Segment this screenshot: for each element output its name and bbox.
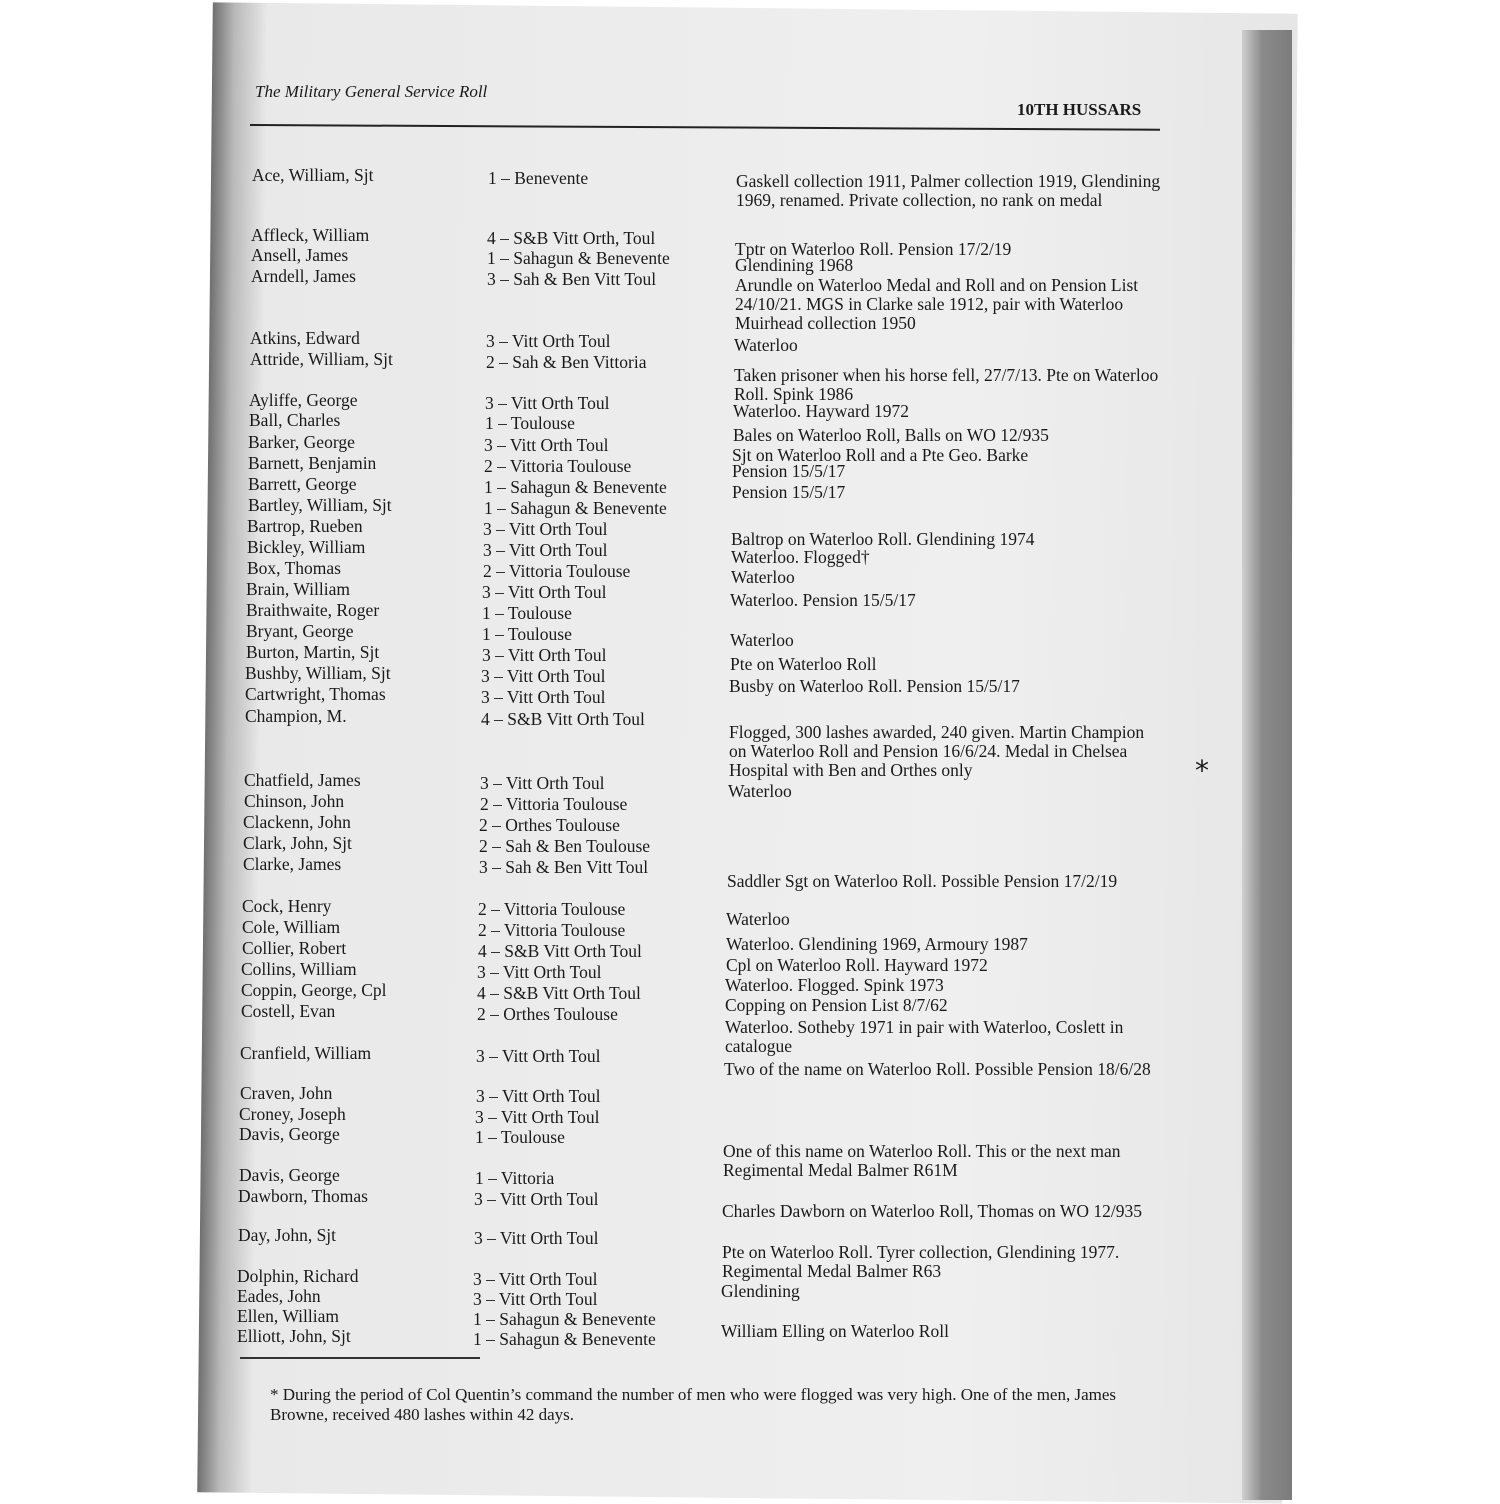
entry-clasps: 3 – Vitt Orth Toul xyxy=(474,1189,599,1209)
entry-name: Arndell, James xyxy=(251,266,356,286)
footnote-mark: * xyxy=(270,1385,279,1404)
entry-name: Clackenn, John xyxy=(243,812,351,832)
entry-name: Day, John, Sjt xyxy=(238,1225,337,1245)
entry-notes: Waterloo xyxy=(730,630,794,650)
entry-clasps: 3 – Vitt Orth Toul xyxy=(482,582,607,602)
entry-name: Eades, John xyxy=(237,1286,321,1306)
entry-notes: Taken prisoner when his horse fell, 27/7/13. Pte on Waterloo Roll. Spink 1986 xyxy=(734,365,1159,404)
entry-clasps: 3 – Vitt Orth Toul xyxy=(481,687,606,707)
entry-clasps: 4 – S&B Vitt Orth Toul xyxy=(478,941,642,961)
entry-name: Barrett, George xyxy=(248,474,357,494)
entry-name: Barker, George xyxy=(248,432,355,452)
entry-clasps: 1 – Toulouse xyxy=(485,413,575,433)
entry-notes: Cpl on Waterloo Roll. Hayward 1972 xyxy=(726,955,988,975)
entry-clasps: 1 – Vittoria xyxy=(475,1168,555,1188)
entry-clasps: 2 – Vittoria Toulouse xyxy=(478,899,626,919)
entry-notes: Arundle on Waterloo Medal and Roll and on Pension List 24/10/21. MGS in Clarke sale 1912, pair with Waterloo Muirhead collection 1950 xyxy=(735,275,1139,333)
entry-name: Costell, Evan xyxy=(241,1001,336,1021)
entry-clasps: 2 – Vittoria Toulouse xyxy=(483,561,631,581)
entry-name: Cranfield, William xyxy=(240,1043,372,1063)
entry-name: Box, Thomas xyxy=(247,558,341,578)
footnote xyxy=(270,1385,1120,1425)
entry-name: Attride, William, Sjt xyxy=(250,349,393,369)
entry-notes: Waterloo xyxy=(728,781,792,801)
entry-name: Chinson, John xyxy=(244,791,345,811)
entry-clasps: 1 – Toulouse xyxy=(482,603,572,623)
entry-notes: Pte on Waterloo Roll xyxy=(730,654,877,674)
entry-name: Bushby, William, Sjt xyxy=(245,663,391,683)
entry-notes: Waterloo. Pension 15/5/17 xyxy=(730,590,916,610)
entry-notes: Gaskell collection 1911, Palmer collection 1919, Glendining 1969, renamed. Private collection, no rank on medal xyxy=(736,171,1161,210)
entry-notes: Tptr on Waterloo Roll. Pension 17/2/19 xyxy=(735,239,1012,259)
entry-clasps: 3 – Vitt Orth Toul xyxy=(474,1228,599,1248)
entry-name: Collins, William xyxy=(241,959,357,979)
entry-notes: Waterloo. Sotheby 1971 in pair with Waterloo, Coslett in catalogue xyxy=(725,1017,1124,1056)
entry-clasps: 1 – Benevente xyxy=(488,168,589,188)
entry-clasps: 2 – Vittoria Toulouse xyxy=(480,794,628,814)
entry-name: Ball, Charles xyxy=(249,410,341,430)
entry-notes: Charles Dawborn on Waterloo Roll, Thomas on WO 12/935 xyxy=(722,1201,1142,1221)
entry-clasps: 1 – Toulouse xyxy=(475,1127,565,1147)
entry-clasps: 2 – Vittoria Toulouse xyxy=(478,920,626,940)
entry-notes: Pte on Waterloo Roll. Tyrer collection, Glendining 1977. Regimental Medal Balmer R63 xyxy=(722,1242,1120,1281)
entry-clasps: 3 – Vitt Orth Toul xyxy=(476,1086,601,1106)
entry-name: Burton, Martin, Sjt xyxy=(246,642,380,662)
entry-clasps: 1 – Sahagun & Benevente xyxy=(473,1309,656,1329)
entry-notes: Waterloo. Hayward 1972 xyxy=(733,401,909,421)
entry-name: Dolphin, Richard xyxy=(237,1266,359,1286)
entry-notes: Pension 15/5/17 xyxy=(732,482,846,502)
entry-notes: Pension 15/5/17 xyxy=(732,461,846,481)
entry-clasps: 1 – Sahagun & Benevente xyxy=(487,248,670,268)
entry-notes: Waterloo xyxy=(734,335,798,355)
entry-clasps: 2 – Vittoria Toulouse xyxy=(484,456,632,476)
entry-clasps: 3 – Vitt Orth Toul xyxy=(473,1289,598,1309)
entry-name: Croney, Joseph xyxy=(239,1104,346,1124)
entry-name: Collier, Robert xyxy=(242,938,347,958)
entry-name: Ace, William, Sjt xyxy=(252,165,374,185)
entry-notes: Waterloo. Flogged† xyxy=(731,547,870,567)
entry-clasps: 4 – S&B Vitt Orth Toul xyxy=(481,709,645,729)
entry-notes: Flogged, 300 lashes awarded, 240 given. Martin Champion on Waterloo Roll and Pension 16/6/24. Medal in Chelsea Hospital with Ben and Orthes only xyxy=(729,722,1145,780)
entry-notes: Bales on Waterloo Roll, Balls on WO 12/935 xyxy=(733,425,1049,445)
entry-notes: Waterloo xyxy=(726,909,790,929)
entry-notes: Two of the name on Waterloo Roll. Possible Pension 18/6/28 xyxy=(724,1059,1151,1079)
entry-clasps: 3 – Vitt Orth Toul xyxy=(473,1269,598,1289)
entry-clasps: 4 – S&B Vitt Orth Toul xyxy=(477,983,641,1003)
entry-name: Elliott, John, Sjt xyxy=(237,1326,351,1346)
entry-name: Bartley, William, Sjt xyxy=(248,495,392,515)
entry-name: Barnett, Benjamin xyxy=(248,453,377,473)
entry-name: Ayliffe, George xyxy=(249,390,358,410)
entry-name: Cock, Henry xyxy=(242,896,332,916)
entry-clasps: 3 – Vitt Orth Toul xyxy=(477,962,602,982)
entry-name: Cole, William xyxy=(242,917,341,937)
entry-notes: Glendining 1968 xyxy=(735,255,854,275)
entry-name: Craven, John xyxy=(240,1083,333,1103)
entry-name: Bickley, William xyxy=(247,537,366,557)
regiment-heading: 10TH HUSSARS xyxy=(1017,100,1142,119)
entry-clasps: 1 – Toulouse xyxy=(482,624,572,644)
entry-name: Braithwaite, Roger xyxy=(246,600,380,620)
entry-clasps: 2 – Orthes Toulouse xyxy=(479,815,620,835)
entry-clasps: 3 – Sah & Ben Vitt Toul xyxy=(479,857,649,877)
entry-name: Bryant, George xyxy=(246,621,354,641)
entry-notes: Baltrop on Waterloo Roll. Glendining 1974 xyxy=(731,529,1035,549)
entry-notes: Glendining xyxy=(721,1281,800,1301)
margin-annotation-mark: ⁎ xyxy=(1195,745,1209,778)
entry-clasps: 3 – Vitt Orth Toul xyxy=(482,645,607,665)
entry-clasps: 1 – Sahagun & Benevente xyxy=(473,1329,656,1349)
entry-notes: William Elling on Waterloo Roll xyxy=(721,1321,949,1341)
entry-name: Champion, M. xyxy=(245,706,347,726)
entry-name: Davis, George xyxy=(239,1124,340,1144)
entry-notes: Waterloo. Flogged. Spink 1973 xyxy=(725,975,944,995)
entry-notes: Busby on Waterloo Roll. Pension 15/5/17 xyxy=(729,676,1020,696)
entry-name: Davis, George xyxy=(239,1165,340,1185)
entry-name: Dawborn, Thomas xyxy=(238,1186,368,1206)
entry-name: Coppin, George, Cpl xyxy=(241,980,387,1000)
entry-clasps: 3 – Vitt Orth Toul xyxy=(484,435,609,455)
entry-clasps: 1 – Sahagun & Benevente xyxy=(484,498,667,518)
entry-clasps: 3 – Vitt Orth Toul xyxy=(476,1046,601,1066)
entry-notes: One of this name on Waterloo Roll. This or the next man Regimental Medal Balmer R61M xyxy=(723,1141,1121,1180)
entry-clasps: 3 – Vitt Orth Toul xyxy=(486,331,611,351)
roll-title: The Military General Service Roll xyxy=(255,82,488,101)
entry-clasps: 3 – Vitt Orth Toul xyxy=(485,393,610,413)
entry-notes: Sjt on Waterloo Roll and a Pte Geo. Barke xyxy=(732,445,1029,465)
entry-clasps: 3 – Vitt Orth Toul xyxy=(481,666,606,686)
entry-clasps: 3 – Vitt Orth Toul xyxy=(475,1107,600,1127)
entry-clasps: 3 – Vitt Orth Toul xyxy=(483,519,608,539)
entry-name: Ellen, William xyxy=(237,1306,340,1326)
entry-name: Affleck, William xyxy=(251,225,370,245)
entry-notes: Waterloo. Glendining 1969, Armoury 1987 xyxy=(726,934,1028,954)
entry-clasps: 3 – Vitt Orth Toul xyxy=(480,773,605,793)
entry-name: Ansell, James xyxy=(251,245,349,265)
entry-clasps: 2 – Sah & Ben Toulouse xyxy=(479,836,651,856)
footnote-text: During the period of Col Quentin’s command the number of men who were flogged was very high. One of the men, James Browne, received 480 lashes within 42 days. xyxy=(270,1385,1117,1424)
entry-clasps: 3 – Vitt Orth Toul xyxy=(483,540,608,560)
entry-notes: Copping on Pension List 8/7/62 xyxy=(725,995,948,1015)
entry-clasps: 4 – S&B Vitt Orth, Toul xyxy=(487,228,656,248)
entry-name: Clarke, James xyxy=(243,854,342,874)
footnote-rule xyxy=(240,1357,480,1359)
entry-clasps: 3 – Sah & Ben Vitt Toul xyxy=(487,269,657,289)
entry-notes: Waterloo xyxy=(731,567,795,587)
entry-name: Clark, John, Sjt xyxy=(243,833,352,853)
entry-name: Chatfield, James xyxy=(244,770,361,790)
entry-name: Brain, William xyxy=(246,579,350,599)
entry-clasps: 2 – Orthes Toulouse xyxy=(477,1004,618,1024)
entry-name: Bartrop, Rueben xyxy=(247,516,363,536)
entry-clasps: 2 – Sah & Ben Vittoria xyxy=(486,352,647,372)
entry-name: Atkins, Edward xyxy=(250,328,360,348)
entry-clasps: 1 – Sahagun & Benevente xyxy=(484,477,667,497)
entry-notes: Saddler Sgt on Waterloo Roll. Possible Pension 17/2/19 xyxy=(727,871,1118,891)
entry-name: Cartwright, Thomas xyxy=(245,684,386,704)
